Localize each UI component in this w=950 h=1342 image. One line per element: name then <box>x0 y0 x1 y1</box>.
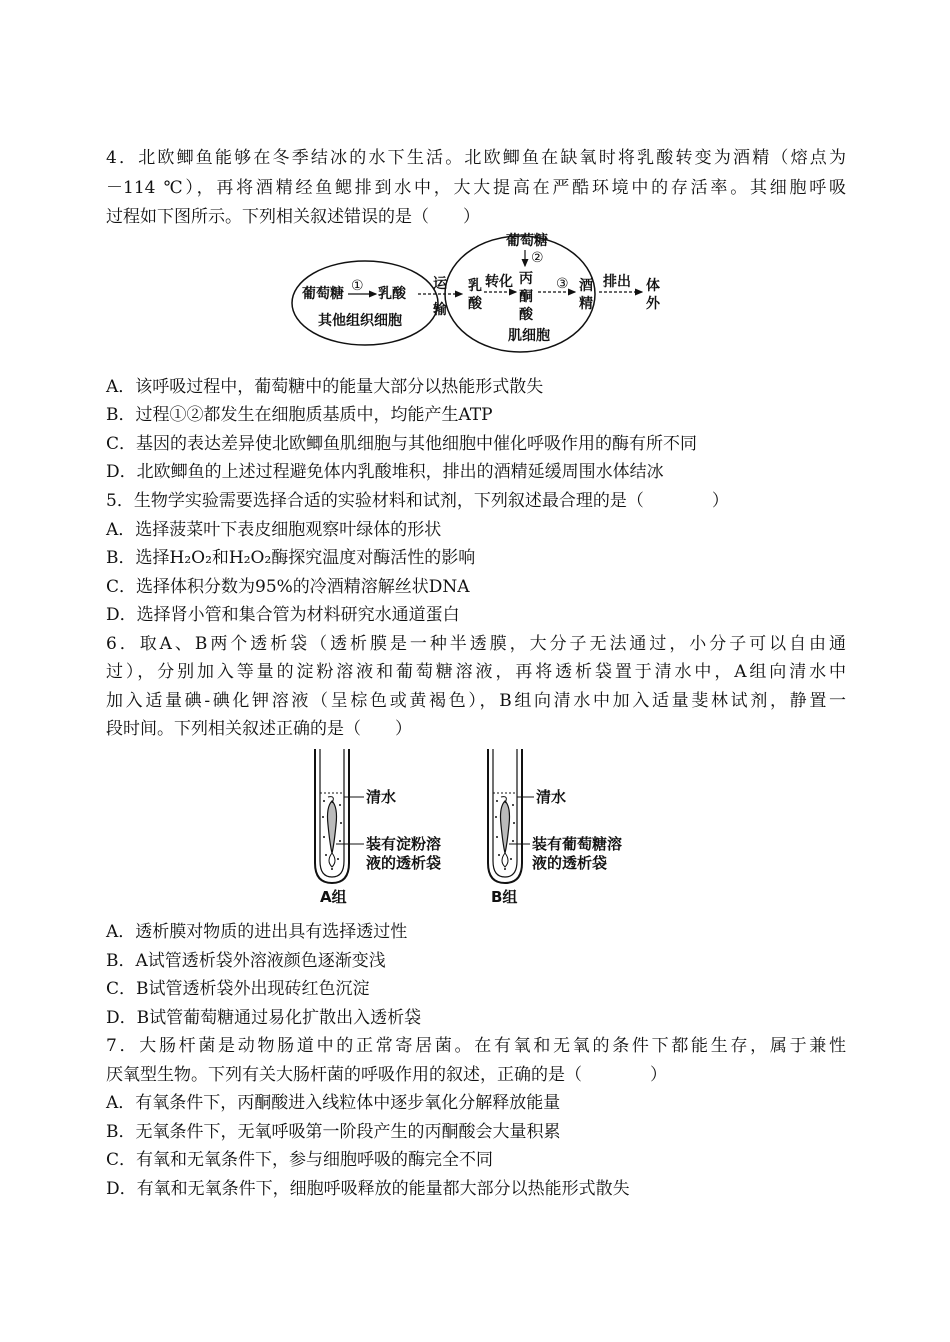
q7-option-b: B．无氧条件下，无氧呼吸第一阶段产生的丙酮酸会大量积累 <box>106 1122 561 1142</box>
respiration-diagram <box>290 228 680 353</box>
q7-option-d: D．有氧和无氧条件下，细胞呼吸释放的能量都大部分以热能形式散失 <box>106 1179 630 1199</box>
q4-option-d: D．北欧鲫鱼的上述过程避免体内乳酸堆积，排出的酒精延缓周围水体结冰 <box>106 462 664 482</box>
tube-a-bag-label-2: 液的透析袋 <box>366 854 442 872</box>
tube-b-caption: B组 <box>491 888 518 906</box>
q5-option-d: D．选择肾小管和集合管为材料研究水通道蛋白 <box>106 605 460 625</box>
glucose-right-label: 葡萄糖 <box>506 233 548 249</box>
q4-stem-line-3: 过程如下图所示。下列相关叙述错误的是（ ） <box>106 207 480 227</box>
q4-stem-line-1: 4．北欧鲫鱼能够在冬季结冰的水下生活。北欧鲫鱼在缺氧时将乳酸转变为酒精（熔点为 <box>106 148 846 168</box>
tube-b-water-label: 清水 <box>536 788 567 806</box>
tube-b <box>488 749 522 883</box>
tube-a-caption: A组 <box>320 888 347 906</box>
tube-a-water-label: 清水 <box>366 788 397 806</box>
q6-stem-line-4: 段时间。下列相关叙述正确的是（ ） <box>106 719 412 739</box>
outside-2: 外 <box>646 296 660 312</box>
transport-label-1: 运 <box>433 276 447 292</box>
tube-b-bag-label-1: 装有葡萄糖溶 <box>532 835 623 853</box>
q6-stem-line-2: 过），分别加入等量的淀粉溶液和葡萄糖溶液，再将透析袋置于清水中，A组向清水中 <box>106 662 846 682</box>
q6-option-c: C．B试管透析袋外出现砖红色沉淀 <box>106 979 370 999</box>
q4-stem-line-2: －114 ℃），再将酒精经鱼鳃排到水中，大大提高在严酷环境中的存活率。其细胞呼吸 <box>106 178 846 198</box>
outside-1: 体 <box>646 278 660 294</box>
other-cell-caption: 其他组织细胞 <box>318 313 402 329</box>
dialysis-figure <box>300 745 660 910</box>
excrete-label: 排出 <box>603 274 631 290</box>
convert-label: 转化 <box>485 274 513 290</box>
q7-stem-line-2: 厌氧型生物。下列有关大肠杆菌的呼吸作用的叙述，正确的是（ ） <box>106 1065 667 1085</box>
q7-option-a: A．有氧条件下，丙酮酸进入线粒体中逐步氧化分解释放能量 <box>106 1093 561 1113</box>
q6-stem-line-3: 加入适量碘-碘化钾溶液（呈棕色或黄褐色），B组向清水中加入适量斐林试剂，静置一 <box>106 691 846 711</box>
q5-stem: 5．生物学实验需要选择合适的实验材料和试剂，下列叙述最合理的是（ ） <box>106 491 729 511</box>
alcohol-2: 精 <box>579 296 593 312</box>
lactic-right-2: 酸 <box>468 296 482 312</box>
pyruvate-3: 酸 <box>519 307 533 323</box>
step2-label: ② <box>531 250 544 266</box>
q5-option-a: A．选择菠菜叶下表皮细胞观察叶绿体的形状 <box>106 520 442 540</box>
q5-option-b: B．选择H₂O₂和H₂O₂酶探究温度对酶活性的影响 <box>106 548 476 568</box>
transport-label-2: 输 <box>433 302 447 318</box>
q4-option-b: B．过程①②都发生在细胞质基质中，均能产生ATP <box>106 405 493 425</box>
q6-option-d: D．B试管葡萄糖通过易化扩散出入透析袋 <box>106 1008 422 1028</box>
q4-option-c: C．基因的表达差异使北欧鲫鱼肌细胞与其他细胞中催化呼吸作用的酶有所不同 <box>106 434 698 454</box>
step1-label: ① <box>351 278 364 294</box>
glucose-left-label: 葡萄糖 <box>302 286 344 302</box>
tube-a <box>315 749 349 883</box>
q6-stem-line-1: 6．取A、B两个透析袋（透析膜是一种半透膜，大分子无法通过，小分子可以自由通 <box>106 634 846 654</box>
q7-option-c: C．有氧和无氧条件下，参与细胞呼吸的酶完全不同 <box>106 1150 494 1170</box>
pyruvate-2: 酮 <box>519 289 533 305</box>
alcohol-1: 酒 <box>579 278 593 294</box>
tube-a-bag-label-1: 装有淀粉溶 <box>366 835 442 853</box>
pyruvate-1: 丙 <box>519 271 533 287</box>
q7-stem-line-1: 7．大肠杆菌是动物肠道中的正常寄居菌。在有氧和无氧的条件下都能生存，属于兼性 <box>106 1036 846 1056</box>
tube-b-bag-label-2: 液的透析袋 <box>532 854 608 872</box>
q4-option-a: A．该呼吸过程中，葡萄糖中的能量大部分以热能形式散失 <box>106 377 544 397</box>
other-cell-ellipse <box>292 261 438 345</box>
lactic-right-1: 乳 <box>468 278 482 294</box>
q6-option-b: B．A试管透析袋外溶液颜色逐渐变浅 <box>106 951 386 971</box>
muscle-cell-caption: 肌细胞 <box>508 328 550 344</box>
q5-option-c: C．选择体积分数为95%的冷酒精溶解丝状DNA <box>106 577 470 597</box>
lactic-left-label: 乳酸 <box>378 286 406 302</box>
step3-label: ③ <box>556 276 569 292</box>
q6-option-a: A．透析膜对物质的进出具有选择透过性 <box>106 922 408 942</box>
